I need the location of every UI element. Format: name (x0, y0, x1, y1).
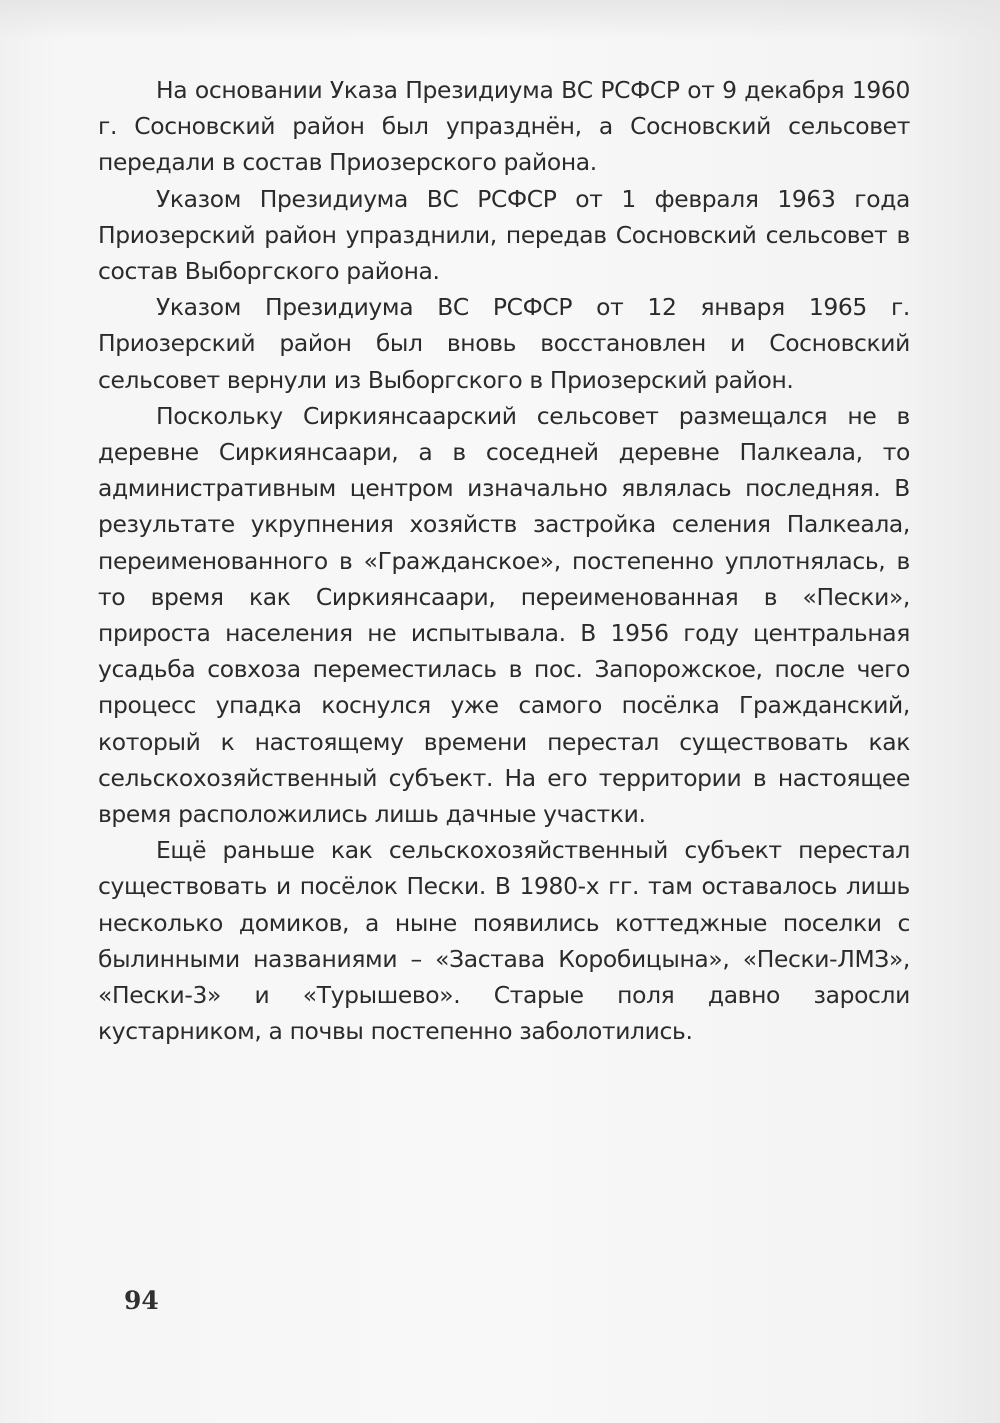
paragraph-5: Ещё раньше как сельскохозяйственный субъект перестал существовать и посёлок Пески. В 1980-х гг. там оставалось лишь несколько домиков, а ныне появились коттеджные поселки с былинными названиями – «Застава Коробицына», «Пески-ЛМЗ», «Пески-3» и «Турышево». Старые поля давно заросли кустарником, а почвы постепенно заболотились. (98, 836, 910, 1046)
paragraph-4: Поскольку Сиркиянсаарский сельсовет размещался не в деревне Сиркиянсаари, а в соседней деревне Палкеала, то административным центром изначально являлась последняя. В результате укрупнения хозяйств застройка селения Палкеала, переименованного в «Гражданское», постепенно уплотнялась, в то время как Сиркиянсаари, переименованная в «Пески», прироста населения не испытывала. В 1956 году центральная усадьба совхоза переместилась в пос. Запорожское, после чего процесс упадка коснулся уже самого посёлка Гражданский, который к настоящему времени перестал существовать как сельскохозяйственный субъект. На его территории в настоящее время расположились лишь дачные участки. (98, 401, 910, 829)
main-text (98, 72, 910, 1049)
paragraph-2: Указом Президиума ВС РСФСР от 1 февраля 1963 года Приозерский район упразднили, передав Сосновский сельсовет в состав Выборгского района. (98, 184, 910, 286)
paragraph-1: На основании Указа Президиума ВС РСФСР от 9 декабря 1960 г. Сосновский район был упразднён, а Сосновский сельсовет передали в состав Приозерского района. (98, 76, 910, 177)
page-number: 94 (124, 1286, 159, 1315)
paragraph-3: Указом Президиума ВС РСФСР от 12 января 1965 г. Приозерский район был вновь восстановлен и Сосновский сельсовет вернули из Выборгского в Приозерский район. (98, 293, 910, 394)
